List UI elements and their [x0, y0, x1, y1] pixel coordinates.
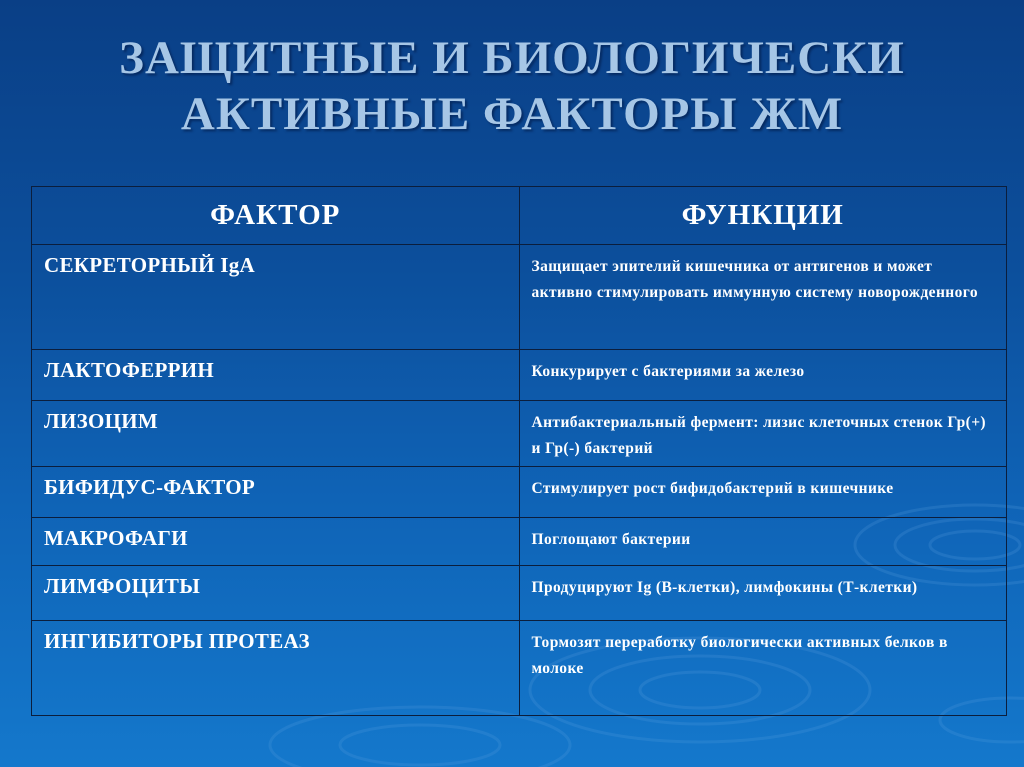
- factor-cell: ЛАКТОФЕРРИН: [32, 350, 520, 401]
- table-row: [32, 566, 1007, 621]
- table-row: [32, 621, 1007, 716]
- table-row: [32, 350, 1007, 401]
- factors-table: [31, 186, 1007, 716]
- factor-cell: ЛИМФОЦИТЫ: [32, 566, 520, 621]
- slide-title-line-1: ЗАЩИТНЫЕ И БИОЛОГИЧЕСКИ: [119, 32, 905, 84]
- table-row: [32, 245, 1007, 350]
- slide-title: [0, 30, 1024, 142]
- factor-cell: ЛИЗОЦИМ: [32, 401, 520, 467]
- factor-cell: ИНГИБИТОРЫ ПРОТЕАЗ: [32, 621, 520, 716]
- header-functions: ФУНКЦИИ: [519, 187, 1007, 245]
- table-row: [32, 518, 1007, 566]
- table-row: [32, 401, 1007, 467]
- header-factor: ФАКТОР: [32, 187, 520, 245]
- table-header-row: [32, 187, 1007, 245]
- function-cell: Конкурирует с бактериями за железо: [519, 350, 1007, 401]
- function-cell: Тормозят переработку биологически активных белков в молоке: [519, 621, 1007, 716]
- function-cell: Поглощают бактерии: [519, 518, 1007, 566]
- factor-cell: МАКРОФАГИ: [32, 518, 520, 566]
- function-cell: Антибактериальный фермент: лизис клеточных стенок Гр(+) и Гр(-) бактерий: [519, 401, 1007, 467]
- factor-cell: БИФИДУС-ФАКТОР: [32, 467, 520, 518]
- slide-title-line-2: АКТИВНЫЕ ФАКТОРЫ ЖМ: [180, 88, 844, 140]
- function-cell: Защищает эпителий кишечника от антигенов и может активно стимулировать иммунную систему новорожденного: [519, 245, 1007, 350]
- factor-cell: СЕКРЕТОРНЫЙ IgA: [32, 245, 520, 350]
- table-row: [32, 467, 1007, 518]
- function-cell: Продуцируют Ig (B-клетки), лимфокины (Т-клетки): [519, 566, 1007, 621]
- function-cell: Стимулирует рост бифидобактерий в кишечнике: [519, 467, 1007, 518]
